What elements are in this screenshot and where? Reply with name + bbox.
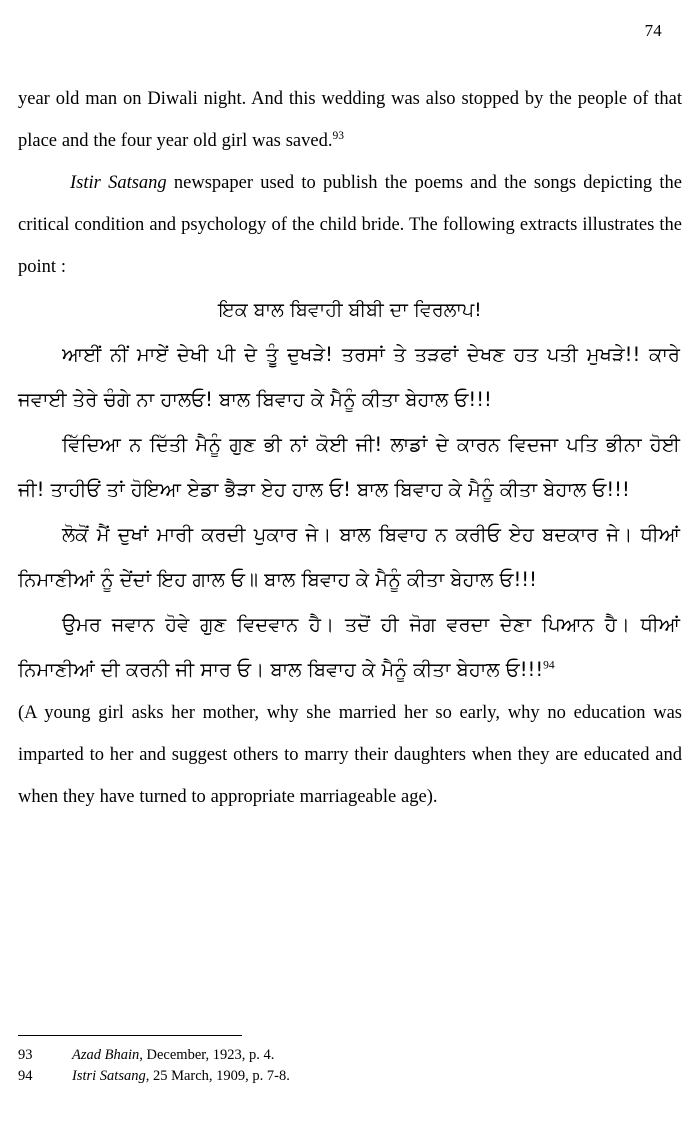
gurmukhi-verse-3: ਲੋਕੋਂ ਮੈਂ ਦੁਖਾਂ ਮਾਰੀ ਕਰਦੀ ਪੁਕਾਰ ਜੇ। ਬਾਲ ਬਿਵਾਹ ਨ ਕਰੀਓ ਏਹ ਬਦਕਾਰ ਜੇ। ਧੀਆਂ ਨਿਮਾਣੀਆਂ ਨੂੰ ਦੇਂਦਾਂ ਇਹ ਗਾਲ ਓ॥ ਬਾਲ ਬਿਵਾਹ ਕੇ ਮੈਨੂੰ ਕੀਤਾ ਬੇਹਾਲ ਓ!!! xyxy=(18,523,680,591)
footnote-entry-94 xyxy=(18,1066,682,1087)
footnote-source-italic: Istri Satsang xyxy=(72,1068,146,1084)
page-body xyxy=(18,78,682,818)
paragraph-1-text: year old man on Diwali night. And this wedding was also stopped by the people of that place and the four year old girl was saved. xyxy=(18,89,682,151)
footnote-number: 94 xyxy=(18,1068,33,1084)
footnote-citation-rest: , 25 March, 1909, p. 7-8. xyxy=(145,1068,290,1084)
footnotes-section xyxy=(18,1035,682,1087)
gurmukhi-verse-4 xyxy=(18,602,682,692)
paragraph-translation: (A young girl asks her mother, why she married her so early, why no education was imparted to her and suggest others to marry their daughters when they are educated and when they have turned to appropriate marriageable age). xyxy=(18,703,682,807)
footnote-citation-rest: , December, 1923, p. 4. xyxy=(139,1047,275,1063)
paragraph-continuation xyxy=(18,78,682,162)
footnote-marker-93: 93 xyxy=(332,129,344,142)
gurmukhi-verse-4-text: ਉਮਰ ਜਵਾਨ ਹੋਵੇ ਗੁਣ ਵਿਦਵਾਨ ਹੈ। ਤਦੋਂ ਹੀ ਜੋਗ ਵਰਦਾ ਦੇਣਾ ਪਿਆਨ ਹੈ। ਧੀਆਂ ਨਿਮਾਣੀਆਂ ਦੀ ਕਰਨੀ ਜੀ ਸਾਰ ਓ। ਬਾਲ ਬਿਵਾਹ ਕੇ ਮੈਨੂੰ ਕੀਤਾ ਬੇਹਾਲ ਓ!!! xyxy=(18,613,680,681)
footnote-marker-94: 94 xyxy=(543,659,555,672)
footnote-source-italic: Azad Bhain xyxy=(72,1047,140,1063)
footnote-number: 93 xyxy=(18,1047,33,1063)
footnote-text xyxy=(72,1066,682,1087)
gurmukhi-poem-title: ਇਕ ਬਾਲ ਬਿਵਾਹੀ ਬੀਬੀ ਦਾ ਵਿਰਲਾਪ! xyxy=(218,299,482,321)
newspaper-title-italic: Istir Satsang xyxy=(70,173,167,193)
footnote-entry-93 xyxy=(18,1045,682,1066)
footnote-separator-rule xyxy=(18,1035,242,1036)
gurmukhi-verse-1: ਆਈਂ ਨੀਂ ਮਾਏਂ ਦੇਖੀ ਪੀ ਦੇ ਤੂੰ ਦੁਖੜੇ! ਤਰਸਾਂ ਤੇ ਤੜਫਾਂ ਦੇਖਣ ਹਤ ਪਤੀ ਮੁਖੜੇ!! ਕਾਰੇ ਜਵਾਈ ਤੇਰੇ ਚੰਗੇ ਨਾ ਹਾਲਓ! ਬਾਲ ਬਿਵਾਹ ਕੇ ਮੈਨੂੰ ਕੀਤਾ ਬੇਹਾਲ ਓ!!! xyxy=(18,343,680,411)
gurmukhi-verse-2: ਵਿੱਦਿਆ ਨ ਦਿੱਤੀ ਮੈਨੂੰ ਗੁਣ ਭੀ ਨਾਂ ਕੋਈ ਜੀ! ਲਾਡਾਂ ਦੇ ਕਾਰਨ ਵਿਦਜਾ ਪਤਿ ਭੀਨਾ ਹੋਈ ਜੀ! ਤਾਹੀਓਂ ਤਾਂ ਹੋਇਆ ਏਡਾ ਭੈੜਾ ਏਹ ਹਾਲ ਓ! ਬਾਲ ਬਿਵਾਹ ਕੇ ਮੈਨੂੰ ਕੀਤਾ ਬੇਹਾਲ ਓ!!! xyxy=(18,433,680,501)
page-number: 74 xyxy=(644,21,662,40)
paragraph-istir-satsang xyxy=(18,162,682,288)
footnote-text xyxy=(72,1045,682,1066)
paragraph-2-text: newspaper used to publish the poems and the songs depicting the critical condition and psychology of the child bride. The following extracts illustrates the point : xyxy=(18,173,682,277)
